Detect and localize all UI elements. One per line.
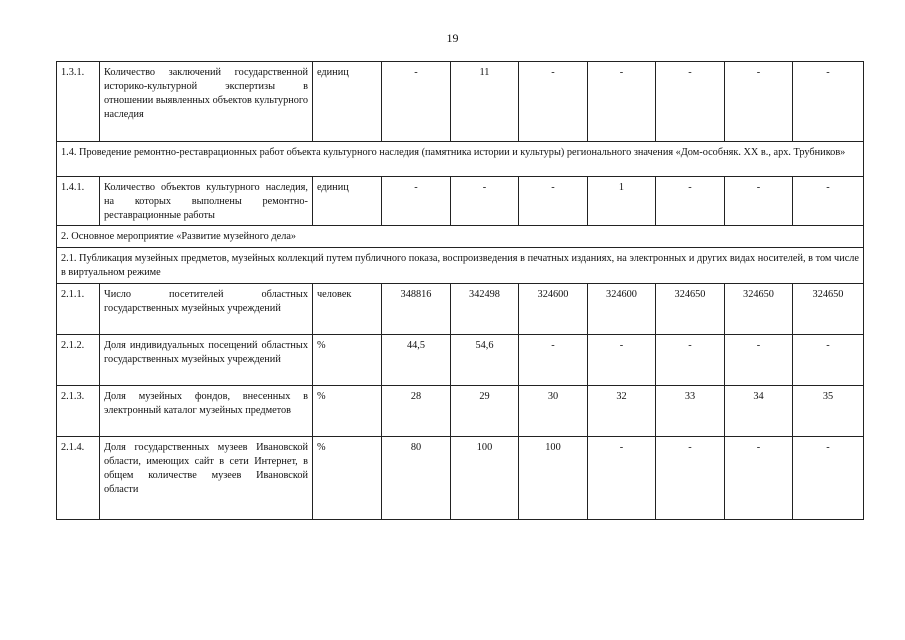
table-row	[57, 437, 864, 520]
unit-cell: %	[313, 437, 382, 520]
value-cell: -	[519, 335, 588, 386]
value-cell: 11	[451, 62, 519, 142]
section-heading: 2. Основное мероприятие «Развитие музейного дела»	[57, 226, 864, 248]
value-cell: 348816	[382, 284, 451, 335]
value-cell: 32	[588, 386, 656, 437]
table-row	[57, 284, 864, 335]
value-cell: -	[725, 177, 793, 226]
indicators-table	[56, 61, 864, 520]
unit-cell: человек	[313, 284, 382, 335]
value-cell: 80	[382, 437, 451, 520]
table-row	[57, 386, 864, 437]
value-cell: 29	[451, 386, 519, 437]
unit-cell: единиц	[313, 177, 382, 226]
unit-cell: %	[313, 386, 382, 437]
unit-cell: единиц	[313, 62, 382, 142]
value-cell: -	[793, 437, 864, 520]
row-number: 1.3.1.	[57, 62, 100, 142]
table-row	[57, 177, 864, 226]
value-cell: -	[451, 177, 519, 226]
value-cell: -	[793, 62, 864, 142]
row-number: 2.1.4.	[57, 437, 100, 520]
value-cell: -	[725, 437, 793, 520]
value-cell: 324650	[725, 284, 793, 335]
value-cell: 30	[519, 386, 588, 437]
value-cell: -	[588, 335, 656, 386]
value-cell: 35	[793, 386, 864, 437]
table-row	[57, 62, 864, 142]
row-number: 1.4.1.	[57, 177, 100, 226]
value-cell: -	[382, 177, 451, 226]
section-row	[57, 248, 864, 284]
value-cell: 44,5	[382, 335, 451, 386]
row-number: 2.1.3.	[57, 386, 100, 437]
value-cell: -	[725, 335, 793, 386]
indicator-name: Количество заключений государственной историко-культурной экспертизы в отношении выявленных объектов культурного наследия	[100, 62, 313, 142]
unit-cell: %	[313, 335, 382, 386]
value-cell: 1	[588, 177, 656, 226]
indicator-name: Количество объектов культурного наследия, на которых выполнены ремонтно-реставрационные работы	[100, 177, 313, 226]
value-cell: 54,6	[451, 335, 519, 386]
value-cell: 324650	[656, 284, 725, 335]
value-cell: 28	[382, 386, 451, 437]
value-cell: -	[656, 62, 725, 142]
value-cell: -	[793, 335, 864, 386]
value-cell: 100	[451, 437, 519, 520]
value-cell: -	[656, 335, 725, 386]
section-heading: 1.4. Проведение ремонтно-реставрационных работ объекта культурного наследия (памятника истории и культуры) регионального значения «Дом-особняк. XX в., арх. Трубников»	[57, 142, 864, 177]
section-row	[57, 142, 864, 177]
section-heading: 2.1. Публикация музейных предметов, музейных коллекций путем публичного показа, воспроизведения в печатных изданиях, на электронных и других видах носителей, в том числе в виртуальном режиме	[57, 248, 864, 284]
value-cell: -	[588, 437, 656, 520]
indicator-name: Доля индивидуальных посещений областных государственных музейных учреждений	[100, 335, 313, 386]
indicator-name: Число посетителей областных государственных музейных учреждений	[100, 284, 313, 335]
value-cell: -	[588, 62, 656, 142]
value-cell: 324600	[519, 284, 588, 335]
value-cell: 34	[725, 386, 793, 437]
indicator-name: Доля музейных фондов, внесенных в электронный каталог музейных предметов	[100, 386, 313, 437]
value-cell: 100	[519, 437, 588, 520]
value-cell: -	[656, 177, 725, 226]
row-number: 2.1.2.	[57, 335, 100, 386]
section-row	[57, 226, 864, 248]
row-number: 2.1.1.	[57, 284, 100, 335]
value-cell: -	[656, 437, 725, 520]
value-cell: 324650	[793, 284, 864, 335]
value-cell: -	[519, 62, 588, 142]
value-cell: -	[382, 62, 451, 142]
value-cell: -	[725, 62, 793, 142]
value-cell: 324600	[588, 284, 656, 335]
page-number: 19	[446, 31, 459, 45]
value-cell: 342498	[451, 284, 519, 335]
value-cell: -	[793, 177, 864, 226]
indicator-name: Доля государственных музеев Ивановской области, имеющих сайт в сети Интернет, в общем количестве музеев Ивановской области	[100, 437, 313, 520]
value-cell: 33	[656, 386, 725, 437]
table-row	[57, 335, 864, 386]
value-cell: -	[519, 177, 588, 226]
